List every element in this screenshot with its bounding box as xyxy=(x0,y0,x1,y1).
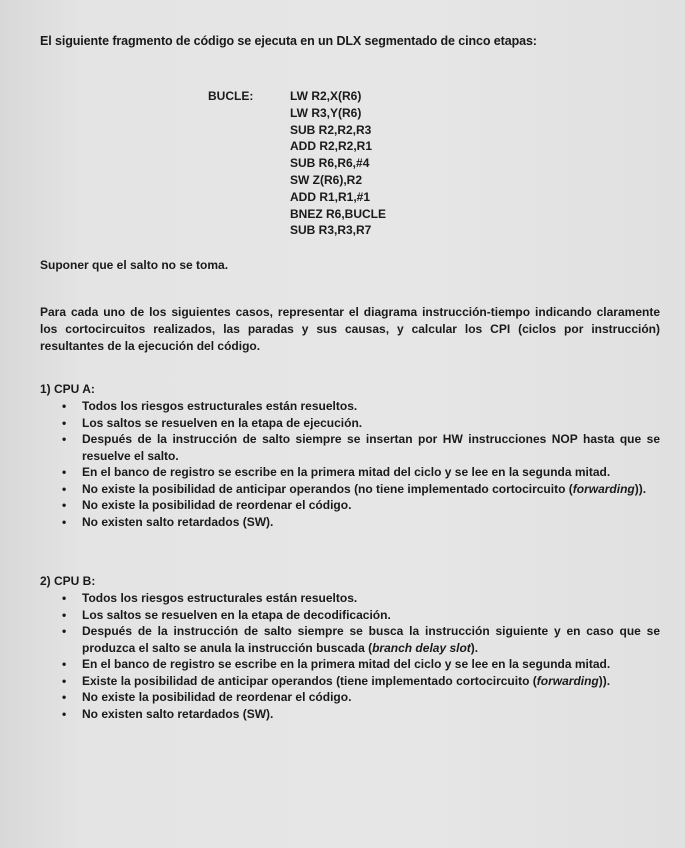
branch-note: Suponer que el salto no se toma. xyxy=(40,258,229,272)
delay-slot-term: branch delay slot xyxy=(372,640,471,655)
code-line: SW Z(R6),R2 xyxy=(290,172,362,187)
cpu-b-title: 2) CPU B: xyxy=(40,574,96,588)
list-item: • Los saltos se resuelven en la etapa de decodificación. xyxy=(62,607,391,622)
code-line: BNEZ R6,BUCLE xyxy=(290,206,387,221)
code-line: SUB R3,R3,R7 xyxy=(290,223,372,238)
code-line: SUB R2,R2,R3 xyxy=(290,122,372,137)
list-item: • No existen salto retardados (SW). xyxy=(62,514,274,529)
list-item: • No existen salto retardados (SW). xyxy=(62,706,274,721)
intro-text: El siguiente fragmento de código se ejecuta en un DLX segmentado de cinco etapas: xyxy=(40,34,537,48)
bullet-icon: • xyxy=(62,673,67,688)
code-line: SUB R6,R6,#4 xyxy=(290,156,370,171)
bullet-icon: • xyxy=(62,432,67,446)
bullet-icon: • xyxy=(62,465,67,479)
loop-label: BUCLE: xyxy=(208,89,254,103)
list-item: • Después de la instrucción de salto siempre se insertan por HW instrucciones NOP hasta que se resuelve el salto. xyxy=(62,432,660,463)
list-item: • No existe la posibilidad de reordenar el código. xyxy=(62,498,352,512)
code-block xyxy=(208,88,386,239)
code-label-column xyxy=(208,88,290,239)
code-line: ADD R1,R1,#1 xyxy=(290,189,371,204)
bullet-icon: • xyxy=(62,514,67,529)
code-line: LW R3,Y(R6) xyxy=(290,105,362,120)
bullet-icon: • xyxy=(62,415,67,430)
list-item: • Los saltos se resuelven en la etapa de ejecución. xyxy=(62,415,363,430)
cpu-a-list xyxy=(40,398,660,530)
list-item: • Existe la posibilidad de anticipar operandos (tiene implementado cortocircuito (forwarding)). xyxy=(62,673,611,688)
cpu-a-section xyxy=(40,381,660,530)
bullet-icon: • xyxy=(62,690,67,704)
code-line: LW R2,X(R6) xyxy=(290,89,362,103)
bullet-icon: • xyxy=(62,591,67,605)
list-item: • Todos los riesgos estructurales están resueltos. xyxy=(62,591,358,605)
list-item: • No existe la posibilidad de reordenar el código. xyxy=(62,690,352,704)
bullet-icon: • xyxy=(62,706,67,721)
cpu-a-title: 1) CPU A: xyxy=(40,382,95,396)
bullet-icon: • xyxy=(62,481,67,496)
forwarding-term: forwarding xyxy=(536,673,599,688)
bullet-icon: • xyxy=(62,498,67,512)
list-item: • Después de la instrucción de salto siempre se busca la instrucción siguiente y en caso que se produzca el salto se anula la instrucción buscada (branch delay slot). xyxy=(62,624,660,655)
cpu-b-list xyxy=(40,590,660,722)
bullet-icon: • xyxy=(62,624,67,638)
forwarding-term: forwarding xyxy=(572,481,635,496)
code-line: ADD R2,R2,R1 xyxy=(290,139,373,154)
list-item: • En el banco de registro se escribe en la primera mitad del ciclo y se lee en la segunda mitad. xyxy=(62,657,611,671)
bullet-icon: • xyxy=(62,399,67,413)
bullet-icon: • xyxy=(62,607,67,622)
list-item: • En el banco de registro se escribe en la primera mitad del ciclo y se lee en la segunda mitad. xyxy=(62,465,611,479)
list-item: • No existe la posibilidad de anticipar operandos (no tiene implementado cortocircuito (forwarding)). xyxy=(62,481,647,496)
list-item: • Todos los riesgos estructurales están resueltos. xyxy=(62,399,358,413)
bullet-icon: • xyxy=(62,657,67,671)
cpu-b-section xyxy=(40,573,660,722)
instructions-paragraph: Para cada uno de los siguientes casos, representar el diagrama instrucción-tiempo indicando claramente los cortocircuitos realizados, las paradas y sus causas, y calcular los CPI (ciclos por instrucción) resultantes de la ejecución del código. xyxy=(40,305,660,353)
code-lines xyxy=(290,88,386,239)
